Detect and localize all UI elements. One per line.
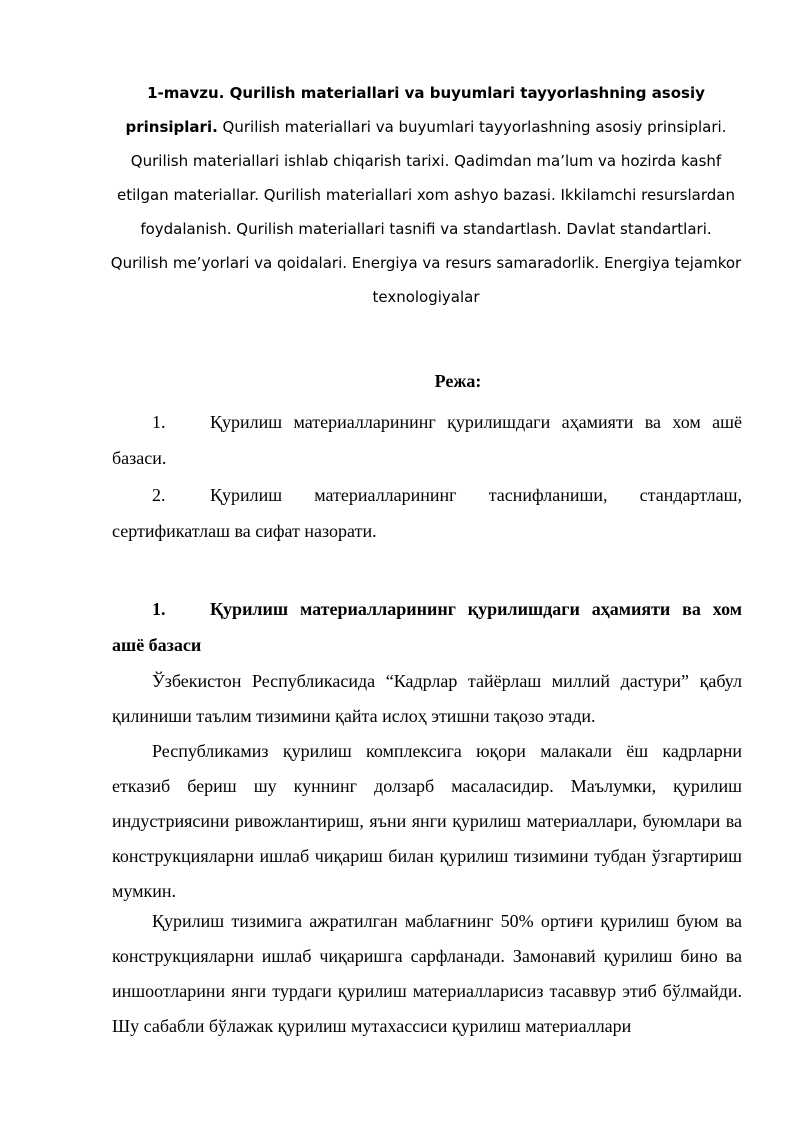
topic-title: 1-mavzu. Qurilish materiallari va buyumlari tayyorlashning asosiy prinsiplari. <box>125 84 705 136</box>
plan-item-text: Қурилиш материалларининг қурилишдаги аҳамияти ва хом ашё <box>210 412 742 432</box>
plan-item-1 <box>112 404 742 476</box>
plan-heading: Режа: <box>434 371 482 391</box>
plan-item-text-cont: базаси. <box>112 448 167 468</box>
section-title-cont: ашё базаси <box>112 635 202 655</box>
plan-item-text: Қурилиш материалларининг таснифланиши, стандартлаш, <box>210 485 742 505</box>
section-title: Қурилиш материалларининг қурилишдаги аҳамияти ва хом <box>210 599 742 619</box>
plan-item-number: 1. <box>152 412 166 432</box>
plan-item-number: 2. <box>152 485 166 505</box>
plan-item-text-cont: сертификатлаш ва сифат назорати. <box>112 521 377 541</box>
topic-description: Qurilish materiallari va buyumlari tayyorlashning asosiy prinsiplari. Qurilish materiallari ishlab chiqarish tarixi. Qadimdan ma’lum va hozirda kashf etilgan materiallar. Qurilish materiallari xom ashyo bazasi. Ikkilamchi resurslardan foydalanish. Qurilish materiallari tasnifi va standartlash. Davlat standartlari. Qurilish me’yorlari va qoidalari. Energiya va resurs samaradorlik. Energiya tejamkor texnologiyalar <box>110 118 742 306</box>
section-number: 1. <box>152 599 166 619</box>
paragraph: Қурилиш тизимига ажратилган маблағнинг 50% ортиғи қурилиш буюм ва конструкцияларни ишлаб чиқаришга сарфланади. Замонавий қурилиш бино ва иншоотларини янги турдаги қурилиш материалларисиз тасаввур этиб бўлмайди. Шу сабабли бўлажак қурилиш мутахассиси қурилиш материаллари <box>112 911 742 1036</box>
topic-intro <box>110 76 742 314</box>
section-1-heading <box>112 591 742 663</box>
paragraph: Республикамиз қурилиш комплексига юқори малакали ёш кадрларни етказиб бериш шу куннинг долзарб масаласидир. Маълумки, қурилиш индустриясини ривожлантириш, яъни янги қурилиш материаллари, буюмлари ва конструкцияларни ишлаб чиқариш билан қурилиш тизимини тубдан ўзгартириш мумкин. <box>112 741 742 901</box>
paragraph: Ўзбекистон Республикасида “Кадрлар тайёрлаш миллий дастури” қабул қилиниши таълим тизимини қайта ислоҳ этишни тақозо этади. <box>112 671 742 726</box>
plan-item-2 <box>112 477 742 549</box>
